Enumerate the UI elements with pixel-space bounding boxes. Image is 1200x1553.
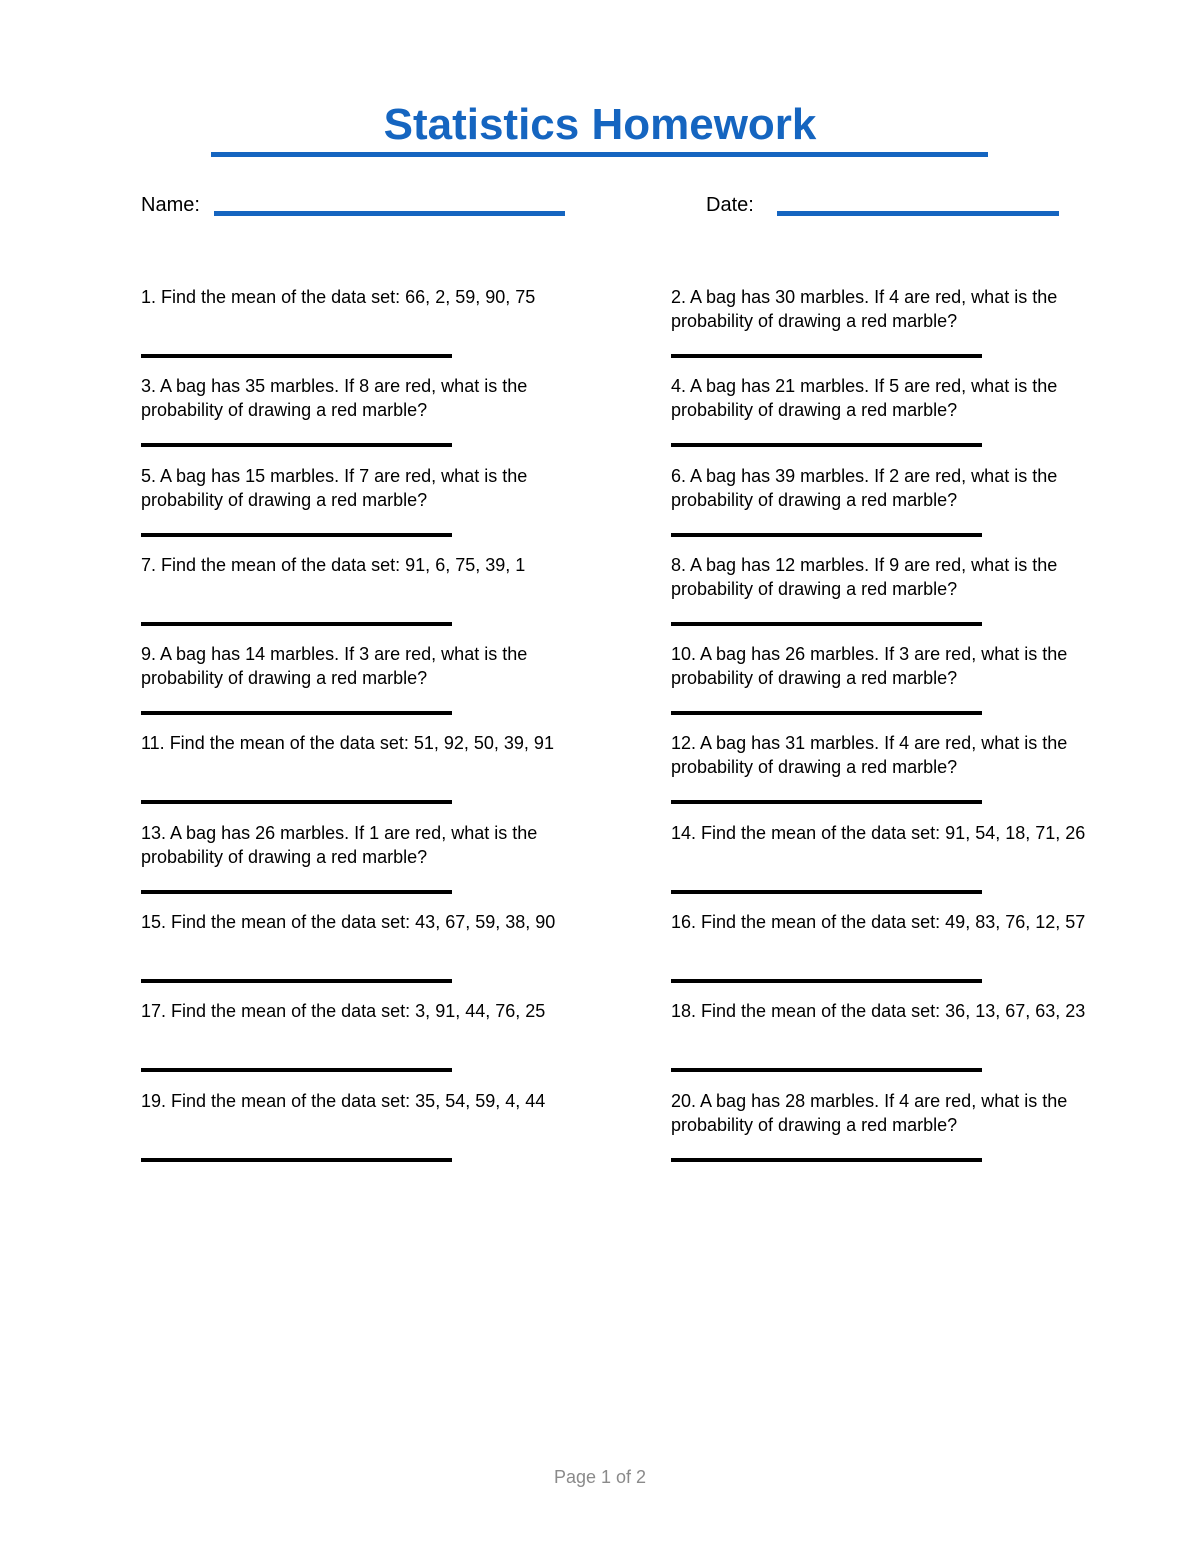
question-item [141,553,571,642]
answer-line[interactable] [141,979,452,983]
answer-line[interactable] [671,533,982,537]
question-item [141,910,571,999]
question-item [671,999,1101,1088]
answer-line[interactable] [141,622,452,626]
question-text: 17. Find the mean of the data set: 3, 91, 44, 76, 25 [141,1001,546,1022]
answer-line[interactable] [141,354,452,358]
page-number: Page 1 of 2 [553,1467,647,1487]
answer-line[interactable] [671,890,982,894]
question-text: 6. A bag has 39 marbles. If 2 are red, what is the probability of drawing a red marble? [671,465,1058,510]
question-item [671,374,1101,463]
page-title: Statistics Homework [383,100,817,149]
question-text: 5. A bag has 15 marbles. If 7 are red, what is the probability of drawing a red marble? [141,465,528,510]
question-item [671,285,1101,374]
question-text: 18. Find the mean of the data set: 36, 13, 67, 63, 23 [671,1001,1086,1022]
answer-line[interactable] [671,443,982,447]
answer-line[interactable] [671,1158,982,1162]
answer-line[interactable] [141,443,452,447]
name-field-line[interactable] [214,211,565,216]
question-text: 3. A bag has 35 marbles. If 8 are red, what is the probability of drawing a red marble? [141,376,528,421]
question-item [141,731,571,820]
answer-line[interactable] [141,711,452,715]
question-text: 13. A bag has 26 marbles. If 1 are red, what is the probability of drawing a red marble? [141,822,538,867]
question-text: 9. A bag has 14 marbles. If 3 are red, what is the probability of drawing a red marble? [141,644,528,689]
question-text: 7. Find the mean of the data set: 91, 6, 75, 39, 1 [141,554,526,575]
answer-line[interactable] [141,1158,452,1162]
question-text: 4. A bag has 21 marbles. If 5 are red, what is the probability of drawing a red marble? [671,376,1058,421]
title-underline [211,152,988,157]
question-text: 11. Find the mean of the data set: 51, 92, 50, 39, 91 [141,733,554,754]
answer-line[interactable] [141,800,452,804]
question-text: 10. A bag has 26 marbles. If 3 are red, what is the probability of drawing a red marble? [671,644,1068,689]
question-item [671,910,1101,999]
question-text: 12. A bag has 31 marbles. If 4 are red, what is the probability of drawing a red marble? [671,733,1068,778]
question-item [141,464,571,553]
answer-line[interactable] [671,354,982,358]
answer-line[interactable] [141,533,452,537]
date-field-line[interactable] [777,211,1059,216]
question-item [671,731,1101,820]
name-label: Name: [141,194,200,216]
answer-line[interactable] [671,979,982,983]
question-text: 15. Find the mean of the data set: 43, 67, 59, 38, 90 [141,912,556,933]
question-item [141,642,571,731]
answer-line[interactable] [671,711,982,715]
date-label: Date: [706,194,754,216]
answer-line[interactable] [141,890,452,894]
question-item [671,642,1101,731]
question-item [141,821,571,910]
question-item [671,821,1101,910]
question-text: 14. Find the mean of the data set: 91, 54, 18, 71, 26 [671,822,1086,843]
question-item [671,464,1101,553]
question-text: 20. A bag has 28 marbles. If 4 are red, what is the probability of drawing a red marble? [671,1090,1068,1135]
question-item [671,553,1101,642]
question-text: 19. Find the mean of the data set: 35, 54, 59, 4, 44 [141,1090,546,1111]
question-item [671,1089,1101,1178]
question-item [141,1089,571,1178]
question-text: 8. A bag has 12 marbles. If 9 are red, what is the probability of drawing a red marble? [671,554,1058,599]
answer-line[interactable] [671,1068,982,1072]
answer-line[interactable] [141,1068,452,1072]
question-item [141,374,571,463]
answer-line[interactable] [671,800,982,804]
question-text: 2. A bag has 30 marbles. If 4 are red, what is the probability of drawing a red marble? [671,287,1058,331]
question-text: 16. Find the mean of the data set: 49, 83, 76, 12, 57 [671,912,1086,933]
answer-line[interactable] [671,622,982,626]
question-item [141,999,571,1088]
question-item [141,285,571,374]
question-text: 1. Find the mean of the data set: 66, 2, 59, 90, 75 [141,287,536,307]
question-list [141,285,1101,1178]
